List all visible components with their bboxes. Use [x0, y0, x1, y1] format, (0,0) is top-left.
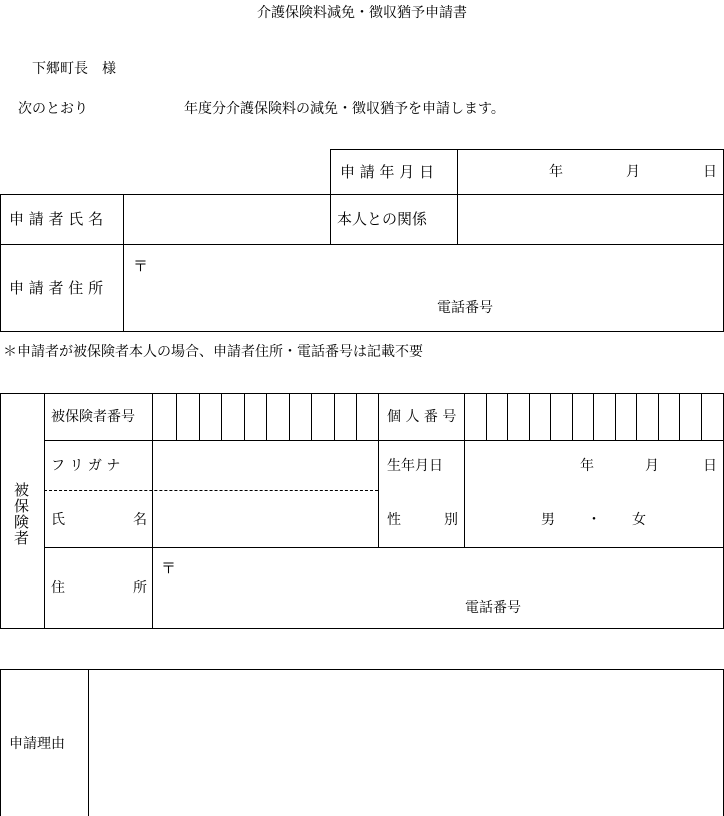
name-label-part1: 氏: [51, 512, 65, 528]
sex-label-part2: 別: [444, 512, 458, 528]
applicant-phone-label: 電話番号: [437, 300, 493, 316]
insured-section-label: 被保険者: [12, 482, 30, 546]
name-label-part2: 名: [133, 512, 147, 528]
birth-day-unit: 日: [703, 458, 717, 474]
furigana-field[interactable]: [153, 441, 377, 489]
insured-number-label: 被保険者番号: [51, 409, 135, 425]
insured-address-field[interactable]: [153, 548, 723, 628]
insured-postal-mark: 〒: [161, 559, 177, 577]
applicant-note: ＊申請者が被保険者本人の場合、申請者住所・電話番号は記載不要: [3, 344, 423, 360]
address-label-part2: 所: [133, 580, 147, 596]
fiscal-year-field[interactable]: [100, 96, 180, 120]
addressee: 下郷町長 様: [32, 61, 116, 77]
applicant-name-label: 申 請 者 氏 名: [9, 210, 104, 228]
relation-label: 本人との関係: [337, 210, 428, 228]
insured-phone-label: 電話番号: [465, 600, 521, 616]
date-month-unit: 月: [626, 164, 640, 180]
furigana-label: フ リ ガ ナ: [51, 458, 121, 474]
insured-name-field[interactable]: [153, 491, 377, 546]
intro-suffix: 年度分介護保険料の減免・徴収猶予を申請します。: [184, 101, 505, 117]
applicant-address-label: 申 請 者 住 所: [9, 279, 104, 297]
sex-separator: ・: [587, 512, 601, 528]
form-title: 介護保険料減免・徴収猶予申請書: [257, 5, 467, 21]
reason-label: 申請理由: [9, 736, 65, 752]
date-day-unit: 日: [703, 164, 717, 180]
relation-field[interactable]: [458, 195, 723, 243]
birth-year-unit: 年: [580, 458, 594, 474]
sex-female-option[interactable]: 女: [632, 512, 646, 528]
applicant-name-field[interactable]: [124, 195, 329, 243]
birth-month-unit: 月: [645, 458, 659, 474]
date-year-unit: 年: [549, 164, 563, 180]
application-date-label: 申 請 年 月 日: [340, 163, 435, 181]
insured-number-field[interactable]: [153, 394, 377, 439]
birth-date-field[interactable]: [465, 441, 723, 546]
sex-male-option[interactable]: 男: [541, 512, 555, 528]
address-label-part1: 住: [51, 580, 65, 596]
reason-field[interactable]: [89, 670, 723, 816]
application-date-field[interactable]: [458, 150, 723, 194]
intro-prefix: 次のとおり: [18, 101, 88, 117]
applicant-address-field[interactable]: [124, 245, 723, 331]
birth-date-label: 生年月日: [387, 458, 443, 474]
postal-mark: 〒: [133, 257, 149, 275]
personal-number-field[interactable]: [465, 394, 723, 439]
personal-number-label: 個 人 番 号: [387, 409, 457, 425]
sex-label-part1: 性: [387, 512, 401, 528]
